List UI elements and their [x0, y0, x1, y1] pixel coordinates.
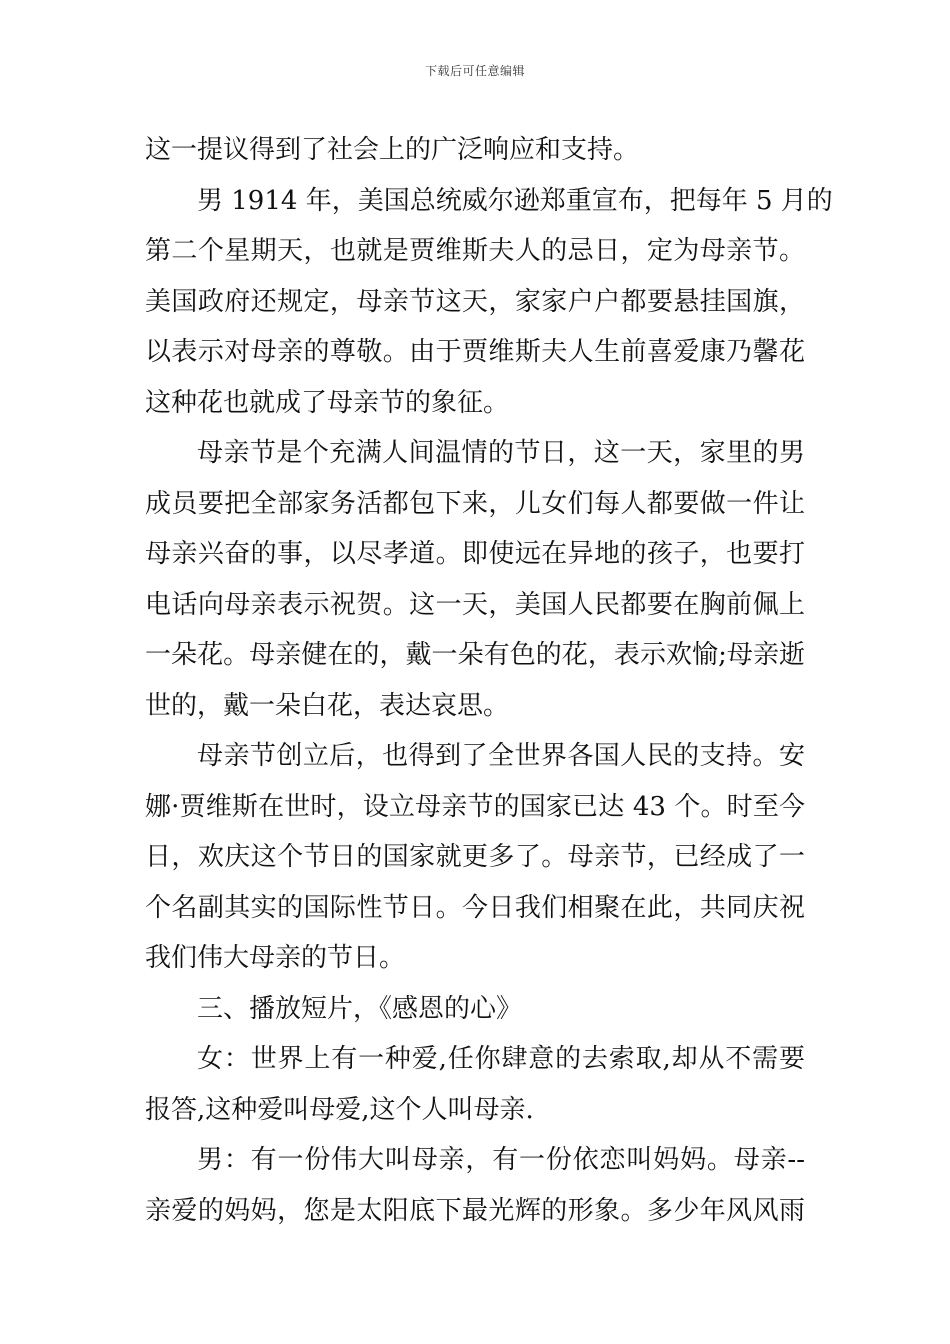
text-line: 以表示对母亲的尊敬。由于贾维斯夫人生前喜爱康乃馨花	[145, 337, 805, 367]
text-line: 个名副其实的国际性节日。今日我们相聚在此，共同庆祝	[145, 892, 805, 923]
text-line: 美国政府还规定，母亲节这天，家家户户都要悬挂国旗，	[145, 286, 805, 317]
text-line: 我们伟大母亲的节日。	[145, 943, 406, 973]
text-line: 日，欢庆这个节日的国家就更多了。母亲节，已经成了一	[145, 842, 805, 872]
text-line: 一朵花。母亲健在的，戴一朵有色的花，表示欢愉;母亲逝	[145, 640, 805, 670]
text-line: 报答,这种爱叫母爱,这个人叫母亲.	[145, 1094, 534, 1125]
text-line: 男：有一份伟大叫母亲，有一份依恋叫妈妈。母亲--	[197, 1145, 805, 1175]
document-body	[145, 125, 833, 1236]
text-line: 第二个星期天，也就是贾维斯夫人的忌日，定为母亲节。	[145, 236, 805, 266]
text-line: 亲爱的妈妈，您是太阳底下最光辉的形象。多少年风风雨	[145, 1195, 805, 1226]
text-line: 母亲节是个充满人间温情的节日，这一天，家里的男	[197, 438, 805, 468]
text-line: 成员要把全部家务活都包下来，儿女们每人都要做一件让	[145, 488, 805, 519]
text-line: 这种花也就成了母亲节的象征。	[145, 387, 510, 418]
text-line: 女：世界上有一种爱,任你肆意的去索取,却从不需要	[197, 1044, 805, 1074]
text-line: 娜·贾维斯在世时，设立母亲节的国家已达 43 个。时至今	[145, 791, 805, 822]
text-line: 男 1914 年，美国总统威尔逊郑重宣布，把每年 5 月的	[197, 185, 833, 216]
text-line: 母亲兴奋的事，以尽孝道。即使远在异地的孩子，也要打	[145, 539, 805, 569]
text-line: 世的，戴一朵白花，表达哀思。	[145, 690, 510, 721]
page-header: 下载后可任意编辑	[424, 64, 525, 78]
text-line: 这一提议得到了社会上的广泛响应和支持。	[145, 135, 640, 165]
text-line: 母亲节创立后，也得到了全世界各国人民的支持。安	[197, 741, 805, 771]
text-line: 三、播放短片，《感恩的心》	[197, 993, 523, 1024]
text-line: 电话向母亲表示祝贺。这一天，美国人民都要在胸前佩上	[145, 589, 805, 620]
